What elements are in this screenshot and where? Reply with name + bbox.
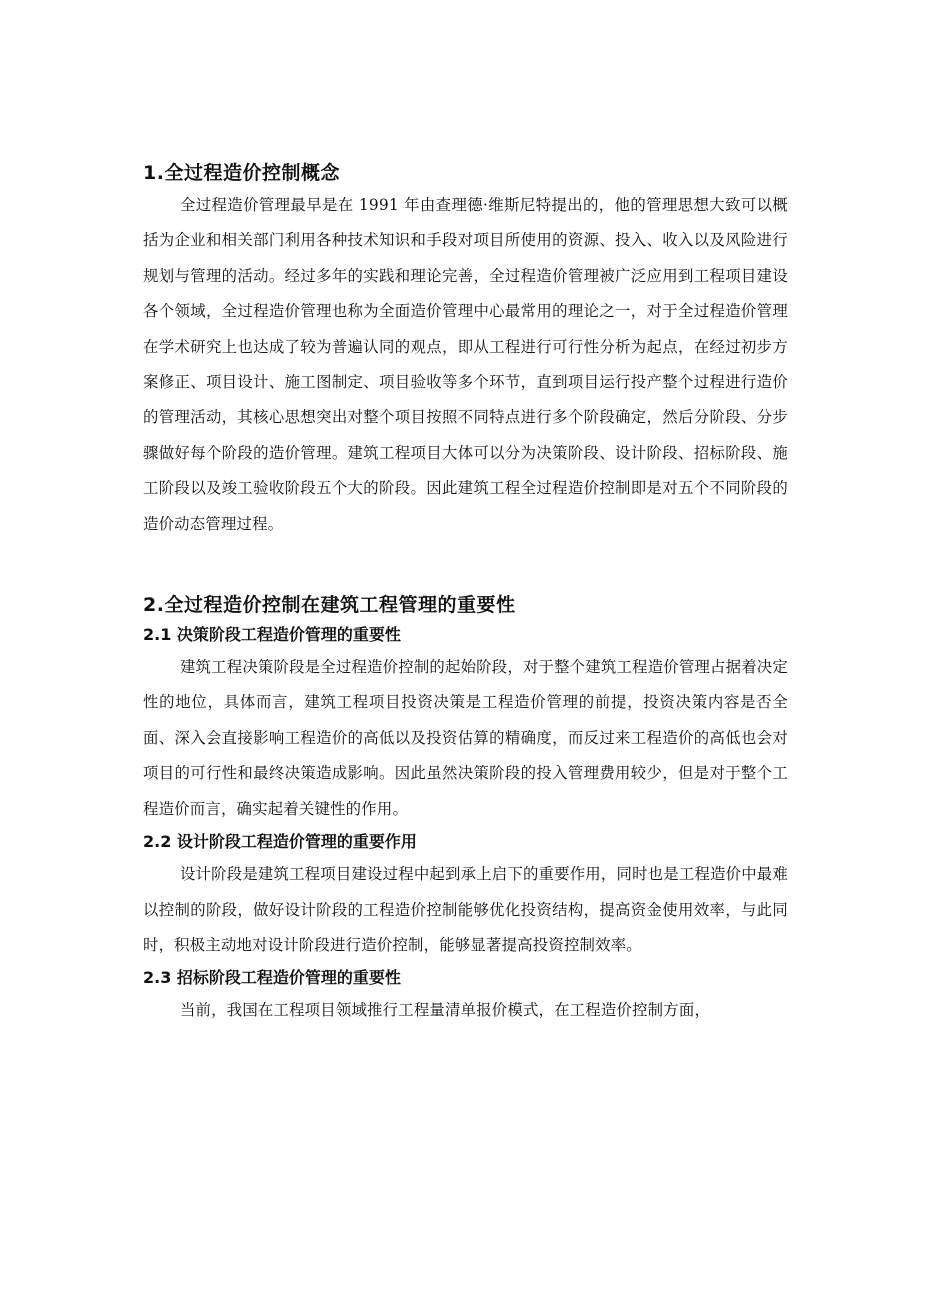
section-2-heading: 2.全过程造价控制在建筑工程管理的重要性 [143, 594, 516, 617]
subsection-2-2-heading: 2.2 设计阶段工程造价管理的重要作用 [143, 832, 417, 852]
section-spacer [143, 542, 788, 590]
subsection-2-1-heading: 2.1 决策阶段工程造价管理的重要性 [143, 625, 401, 645]
subsection-2-3-paragraph: 当前，我国在工程项目领域推行工程量清单报价模式，在工程造价控制方面， [179, 1001, 711, 1020]
subsection-2-3-heading: 2.3 招标阶段工程造价管理的重要性 [143, 968, 401, 988]
document-body [143, 158, 788, 1029]
section-1-paragraph: 全过程造价管理最早是在 1991 年由查理德·维斯尼特提出的，他的管理思想大致可以概括为企业和相关部门利用各种技术知识和手段对项目所使用的资源、投入、收入以及风险进行规划与管理的活动。经过多年的实践和理论完善，全过程造价管理被广泛应用到工程项目建设各个领域，全过程造价管理也称为全面造价管理中心最常用的理论之一，对于全过程造价管理在学术研究上也达成了较为普遍认同的观点，即从工程进行可行性分析为起点，在经过初步方案修正、项目设计、施工图制定、项目验收等多个环节，直到项目运行投产整个过程进行造价的管理活动，其核心思想突出对整个项目按照不同特点进行多个阶段确定，然后分阶段、分步骤做好每个阶段的造价管理。建筑工程项目大体可以分为决策阶段、设计阶段、招标阶段、施工阶段以及竣工验收阶段五个大的阶段。因此建筑工程全过程造价控制即是对五个不同阶段的造价动态管理过程。 [143, 196, 788, 533]
section-1-heading: 1.全过程造价控制概念 [143, 162, 340, 184]
subsection-2-2-paragraph: 设计阶段是建筑工程项目建设过程中起到承上启下的重要作用，同时也是工程造价中最难以控制的阶段，做好设计阶段的工程造价控制能够优化投资结构，提高资金使用效率，与此同时，积极主动地对设计阶段进行造价控制，能够显著提高投资控制效率。 [143, 865, 788, 954]
subsection-2-1-paragraph: 建筑工程决策阶段是全过程造价控制的起始阶段，对于整个建筑工程造价管理占据着决定性的地位，具体而言，建筑工程项目投资决策是工程造价管理的前提，投资决策内容是否全面、深入会直接影响工程造价的高低以及投资估算的精确度，而反过来工程造价的高低也会对项目的可行性和最终决策造成影响。因此虽然决策阶段的投入管理费用较少，但是对于整个工程造价而言，确实起着关键性的作用。 [143, 658, 788, 818]
